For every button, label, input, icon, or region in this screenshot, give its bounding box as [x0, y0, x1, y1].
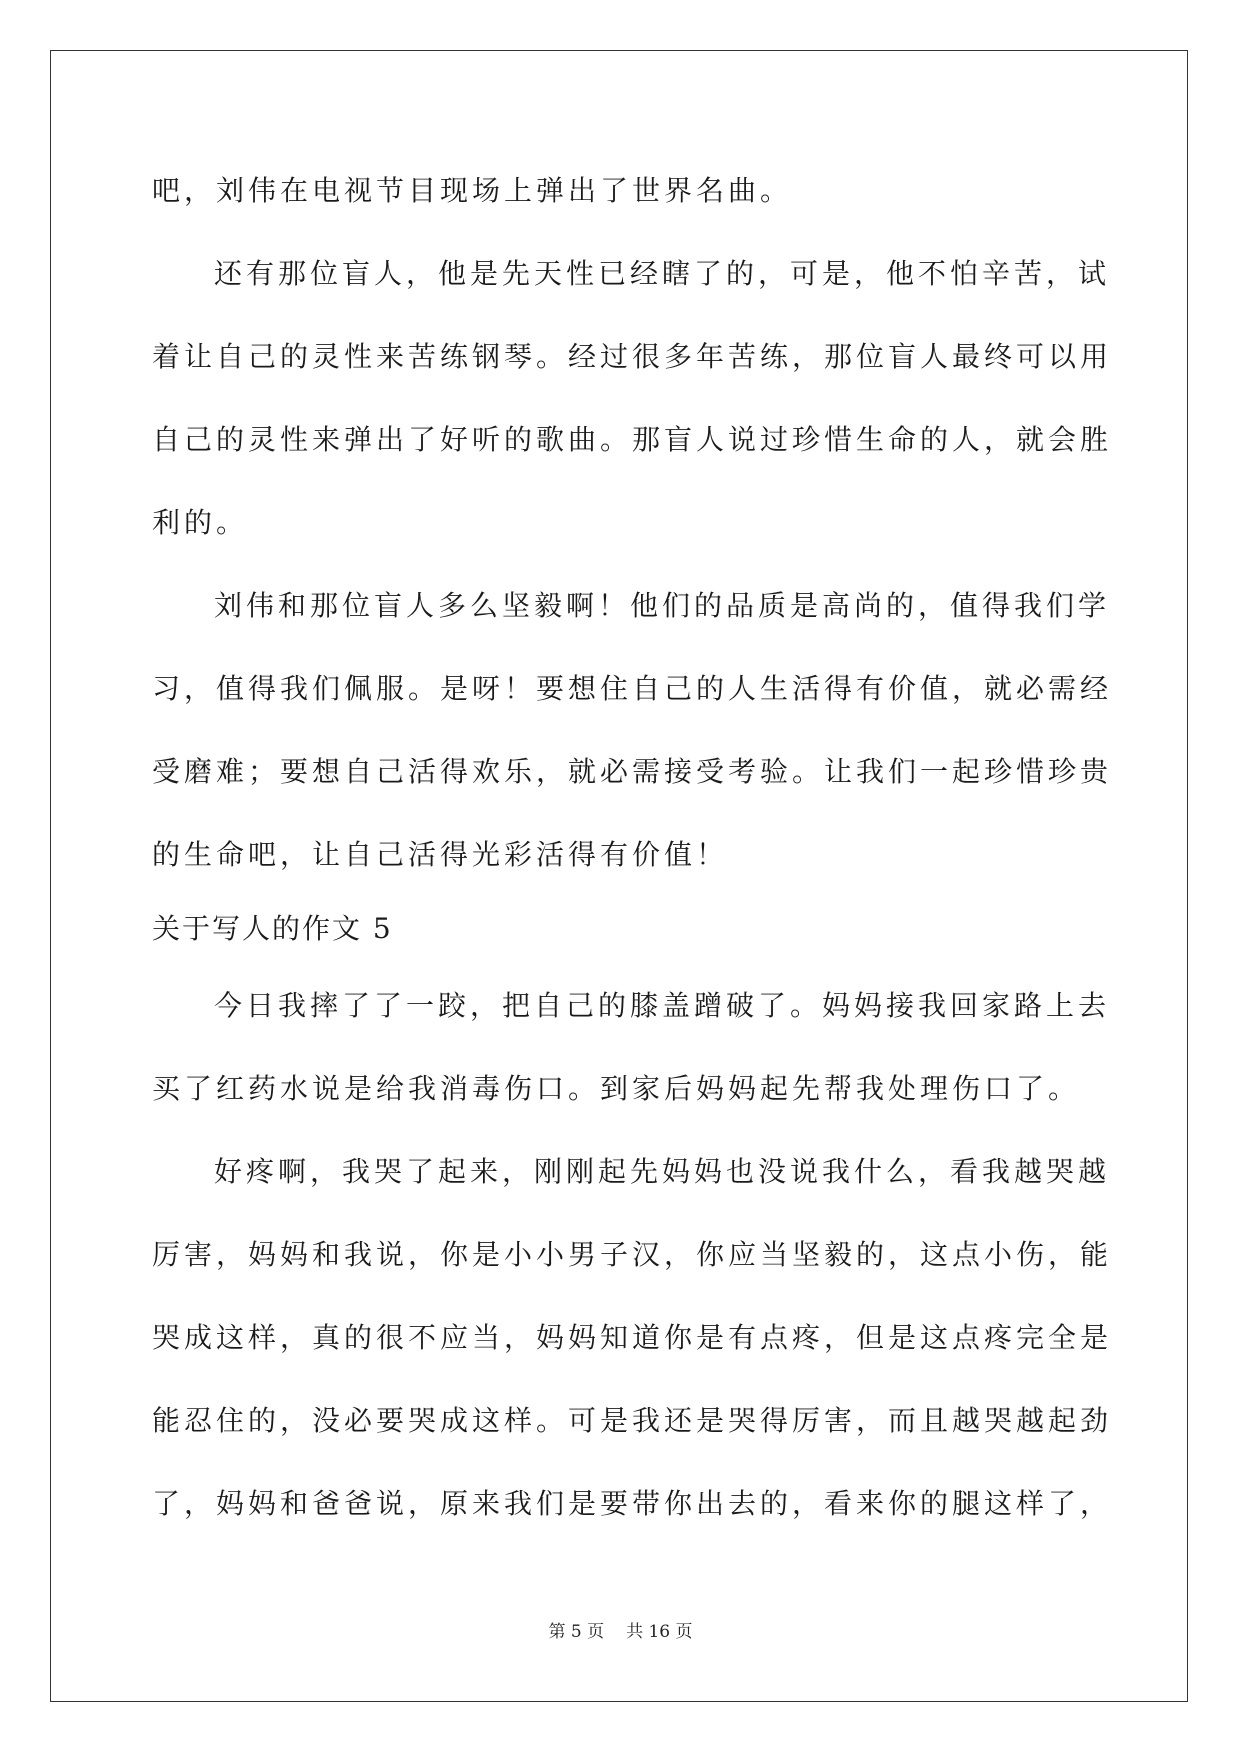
page-border [50, 50, 1188, 1702]
body-line-15: 能忍住的，没必要哭成这样。可是我还是哭得厉害，而且越哭越起劲 [152, 1404, 1113, 1437]
body-line-5: 利的。 [152, 506, 249, 539]
body-line-9: 的生命吧，让自己活得光彩活得有价值！ [152, 838, 729, 871]
body-line-14: 哭成这样，真的很不应当，妈妈知道你是有点疼，但是这点疼完全是 [152, 1321, 1113, 1354]
body-line-10: 今日我摔了了一跤，把自己的膝盖蹭破了。妈妈接我回家路上去 [214, 989, 1111, 1022]
body-line-12: 好疼啊，我哭了起来，刚刚起先妈妈也没说我什么，看我越哭越 [214, 1155, 1111, 1188]
body-line-11: 买了红药水说是给我消毒伤口。到家后妈妈起先帮我处理伤口了。 [152, 1072, 1081, 1105]
body-line-2: 还有那位盲人，他是先天性已经瞎了的，可是，他不怕辛苦，试 [214, 257, 1111, 290]
page-footer [0, 1617, 1241, 1642]
section-heading: 关于写人的作文 5 [152, 912, 393, 945]
body-line-6: 刘伟和那位盲人多么坚毅啊！他们的品质是高尚的，值得我们学 [214, 589, 1111, 622]
body-line-8: 受磨难；要想自己活得欢乐，就必需接受考验。让我们一起珍惜珍贵 [152, 755, 1113, 788]
page-number: 第 5 页 [548, 1622, 605, 1642]
body-line-7: 习，值得我们佩服。是呀！要想住自己的人生活得有价值，就必需经 [152, 672, 1113, 705]
body-line-3: 着让自己的灵性来苦练钢琴。经过很多年苦练，那位盲人最终可以用 [152, 340, 1113, 373]
page-total: 共 16 页 [626, 1622, 693, 1642]
body-line-13: 厉害，妈妈和我说，你是小小男子汉，你应当坚毅的，这点小伤，能 [152, 1238, 1113, 1271]
body-line-4: 自己的灵性来弹出了好听的歌曲。那盲人说过珍惜生命的人，就会胜 [152, 423, 1113, 456]
body-line-16: 了，妈妈和爸爸说，原来我们是要带你出去的，看来你的腿这样了， [152, 1487, 1113, 1520]
body-line-1: 吧，刘伟在电视节目现场上弹出了世界名曲。 [152, 174, 793, 207]
